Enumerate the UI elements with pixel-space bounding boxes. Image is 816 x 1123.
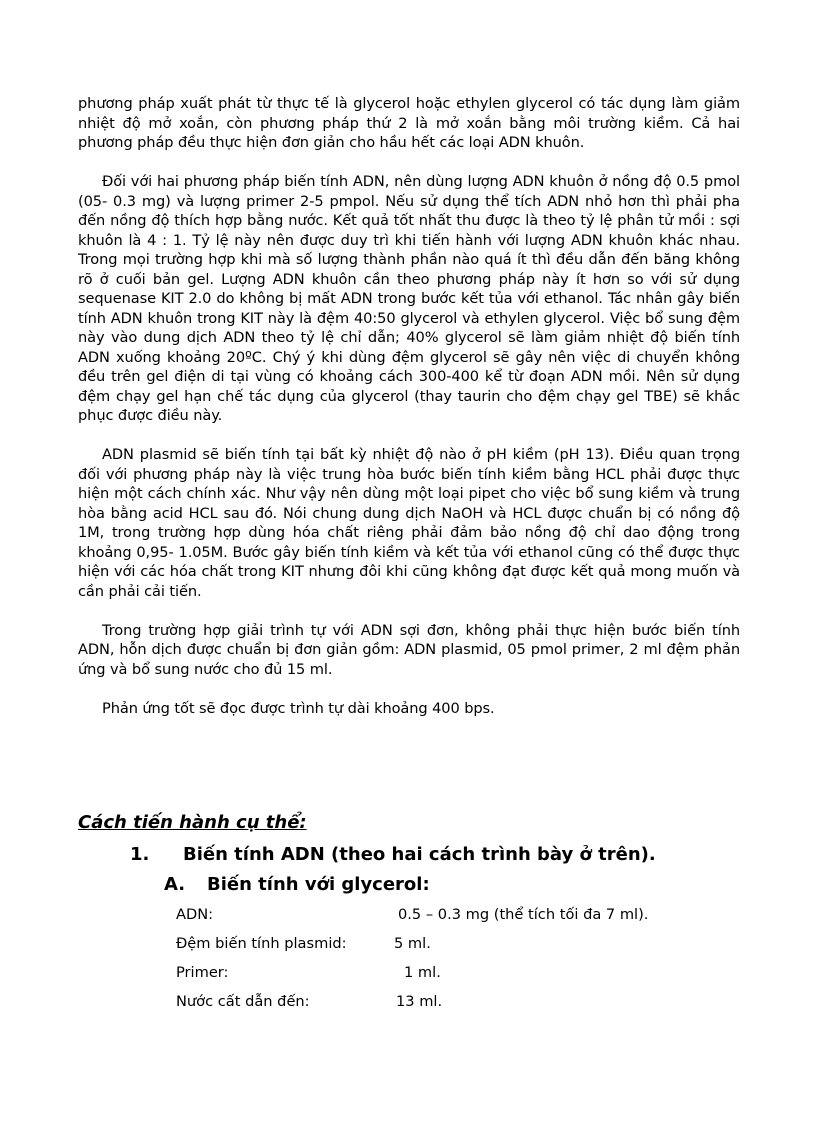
step-1-number: 1. bbox=[130, 844, 150, 865]
recipe-value: 1 ml. bbox=[404, 964, 441, 981]
paragraph-alkaline-denaturation: ADN plasmid sẽ biến tính tại bất kỳ nhiệt độ nào ở pH kiềm (pH 13). Điều quan trọng đối với phương pháp này là việc trung hòa bước biến tính kiềm bằng HCL phải được thực hiện một cách chính xác. Như vậy nên dùng một loại pipet cho việc bổ sung kiềm và trung hòa bằng acid HCL sau đó. Nói chung dung dịch NaOH và HCL được chuẩn bị có nồng độ 1M, trong trường hợp dùng hóa chất riêng phải đảm bảo nồng độ chỉ dao động trong khoảng 0,95- 1.05M. Bước gây biến tính kiềm và kết tủa với ethanol cũng có thể được thực hiện với các hóa chất trong KIT nhưng đôi khi cũng không đạt được kết quả mong muốn và cần phải cải tiến. bbox=[78, 446, 740, 600]
section-heading: Cách tiến hành cụ thể: bbox=[78, 812, 307, 833]
recipe-label: ADN: bbox=[176, 906, 214, 923]
recipe-row bbox=[176, 987, 736, 1016]
paragraph-single-strand: Trong trường hợp giải trình tự với ADN sợi đơn, không phải thực hiện bước biến tính ADN, hỗn dịch được chuẩn bị đơn giản gồm: ADN plasmid, 05 pmol primer, 2 ml đệm phản ứng và bổ sung nước cho đủ 15 ml. bbox=[78, 621, 740, 678]
step-1-title: Biến tính ADN (theo hai cách trình bày ở trên). bbox=[183, 844, 656, 865]
recipe-label: Primer: bbox=[176, 964, 229, 981]
recipe-list bbox=[176, 900, 736, 1016]
recipe-label: Đệm biến tính plasmid: bbox=[176, 935, 347, 952]
recipe-row bbox=[176, 929, 736, 958]
step-a-heading bbox=[164, 874, 430, 895]
paragraph-denaturation-methods: Đối với hai phương pháp biến tính ADN, nên dùng lượng ADN khuôn ở nồng độ 0.5 pmol (05- 0.3 mg) và lượng primer 2-5 pmpol. Nếu sử dụng thể tích ADN nhỏ hơn thì phải pha đến nồng độ thích hợp bằng nước. Kết quả tốt nhất thu được là theo tỷ lệ phân tử mồi : sợi khuôn là 4 : 1. Tỷ lệ này nên được duy trì khi tiến hành với lượng ADN khuôn khác nhau. Trong mọi trường hợp khi mà số lượng thành phần nào quá ít thì đều dẫn đến băng không rõ ở cuối bản gel. Lượng ADN khuôn cần theo phương pháp này ít hơn so với sử dụng sequenase KIT 2.0 do không bị mất ADN trong bước kết tủa với ethanol. Tác nhân gây biến tính ADN khuôn trong KIT này là đệm 40:50 glycerol và ethylen glycerol. Việc bổ sung đệm này vào dung dịch ADN theo tỷ lệ chỉ dẫn; 40% glycerol sẽ làm giảm nhiệt độ biến tính ADN xuống khoảng 20ºC. Chý ý khi dùng đệm glycerol sẽ gây nên việc di chuyển không đều trên gel điện di tại vùng có khoảng cách 300-400 kể từ đoạn ADN mồi. Nên sử dụng đệm chạy gel hạn chế tác dụng của glycerol (thay taurin cho đệm chạy gel TBE) sẽ khắc phục được điều này. bbox=[78, 173, 740, 424]
step-1-heading bbox=[130, 844, 656, 865]
step-a-title: Biến tính với glycerol: bbox=[207, 874, 430, 895]
paragraph-intro: phương pháp xuất phát từ thực tế là glycerol hoặc ethylen glycerol có tác dụng làm giảm nhiệt độ mở xoắn, còn phương pháp thứ 2 là mở xoắn bằng môi trường kiềm. Cả hai phương pháp đều thực hiện đơn giản cho hầu hết các loại ADN khuôn. bbox=[78, 95, 740, 151]
recipe-value: 13 ml. bbox=[396, 993, 443, 1010]
recipe-value: 0.5 – 0.3 mg (thể tích tối đa 7 ml). bbox=[398, 906, 649, 923]
recipe-row bbox=[176, 958, 736, 987]
recipe-label: Nước cất dẫn đến: bbox=[176, 993, 310, 1010]
step-a-letter: A. bbox=[164, 874, 186, 895]
recipe-value: 5 ml. bbox=[394, 935, 431, 952]
recipe-row bbox=[176, 900, 736, 929]
paragraph-read-length: Phản ứng tốt sẽ đọc được trình tự dài khoảng 400 bps. bbox=[102, 699, 495, 717]
document-page bbox=[78, 94, 740, 1010]
